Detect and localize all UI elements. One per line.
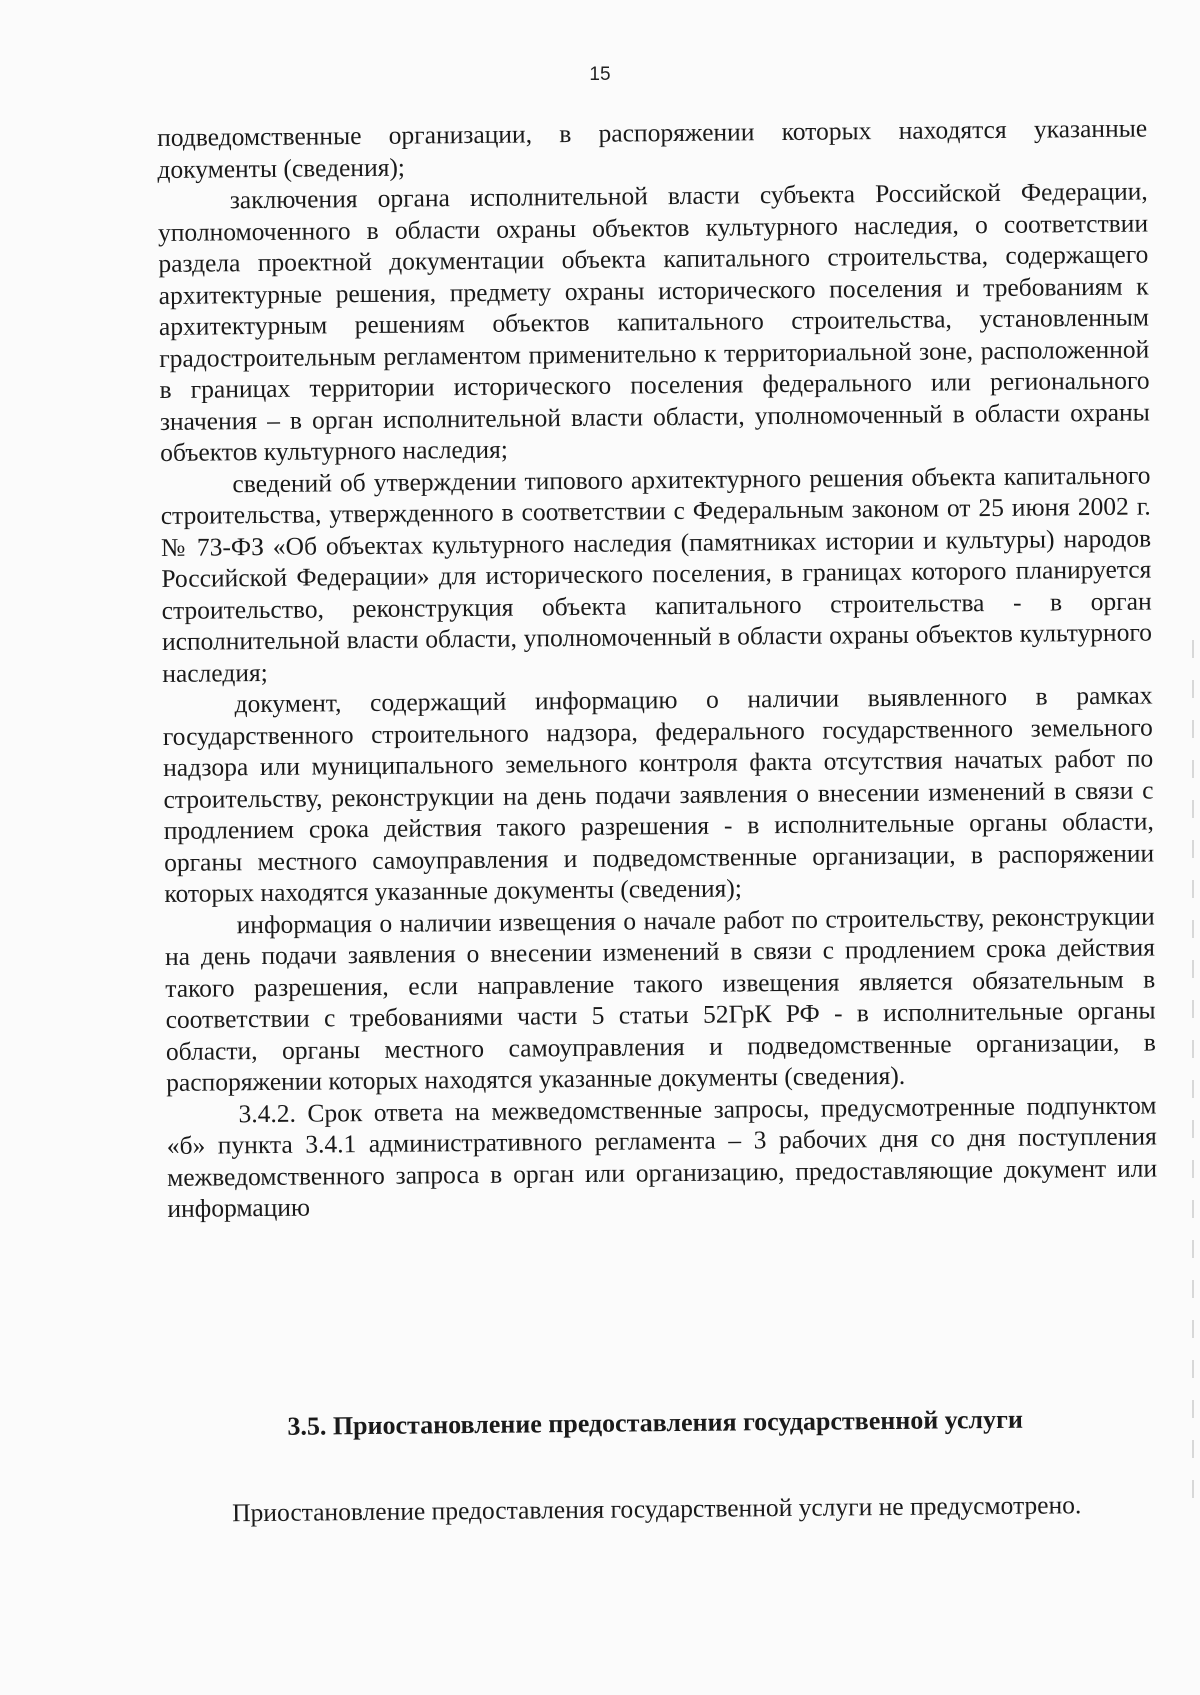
scan-edge-artifact bbox=[1192, 640, 1194, 1520]
section-3-5-text: Приостановление предоставления государственной услуги не предусмотрено. bbox=[232, 1490, 1082, 1528]
paragraph-cultural-heritage-conclusion: заключения органа исполнительной власти субъекта Российской Федерации, уполномоченного в области охраны объектов культурного наследия, о соответствии раздела проектной документации объекта капитального строительства, содержащего архитектурные решения, предмету охраны исторического поселения и требованиям к архитектурным решениям объектов капитального строительства, установленным градостроительным регламентом применительно к территориальной зоне, расположенной в границах территории исторического поселения федерального или регионального значения – в орган исполнительной власти области, уполномоченный в области охраны объектов культурного наследия; bbox=[157, 176, 1150, 467]
body-text bbox=[157, 112, 1158, 1224]
paragraph-continuation: подведомственные организации, в распоряжении которых находятся указанные документы (сведения); bbox=[157, 113, 1148, 184]
paragraph-typical-architectural-solution: сведений об утверждении типового архитектурного решения объекта капитального строительства, утвержденного в соответствии с Федеральным законом от 25 июня 2002 г. № 73-ФЗ «Об объектах культурного наследия (памятниках истории и культуры) народов Российской Федерации» для исторического поселения, в границах которого планируется строительство, реконструкция объекта капитального строительства - в орган исполнительной власти области, уполномоченный в области охраны объектов культурного наследия; bbox=[160, 459, 1153, 688]
section-heading-3-5: 3.5. Приостановление предоставления государственной услуги bbox=[287, 1404, 1023, 1441]
paragraph-construction-supervision-document: документ, содержащий информацию о наличии выявленного в рамках государственного строительного надзора, федерального государственного земельного надзора или муниципального земельного контроля факта отсутствия начатых работ по строительству, реконструкции на день подачи заявления о внесении изменений в связи с продлением срока действия такого разрешения - в исполнительные органы области, органы местного самоуправления и подведомственные организации, в распоряжении которых находятся указанные документы (сведения); bbox=[162, 680, 1155, 908]
page-number: 15 bbox=[589, 64, 611, 85]
paragraph-construction-notice: информация о наличии извещения о начале работ по строительству, реконструкции на день подачи заявления о внесении изменений в связи с продлением срока действия такого разрешения, если направление такого извещения является обязательным в соответствии с требованиями части 5 статьи 52ГрК РФ - в исполнительные органы области, органы местного самоуправления и подведомственные организации, в распоряжении которых находятся указанные документы (сведения). bbox=[164, 900, 1157, 1097]
paragraph-3-4-2-response-term: 3.4.2. Срок ответа на межведомственные запросы, предусмотренные подпунктом «б» пункта 3.4.1 административного регламента – 3 рабочих дня со дня поступления межведомственного запроса в орган или организацию, предоставляющие документ или информацию bbox=[166, 1089, 1158, 1223]
